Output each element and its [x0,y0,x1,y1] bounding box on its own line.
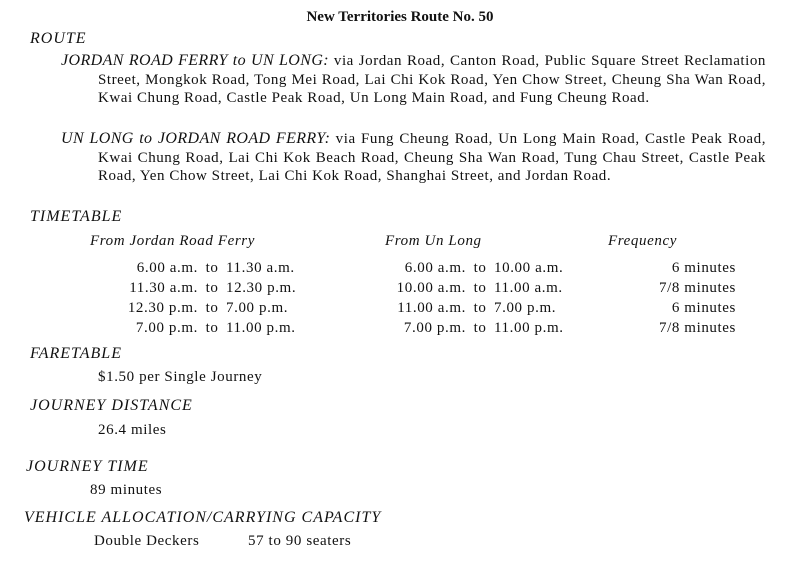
table-cell: 7/8 minutes [658,279,736,296]
table-cell: 11.00 p.m. [494,319,564,336]
route-outbound-text: via Jordan Road, Canton Road, Public Square Street Reclamation Street, Mongkok Road, Tong Mei Road, Lai Chi Kok Road, Yen Chow Street, Cheung Sha Wan Road, Kwai Chung Road, Castle Peak Road, Un Long Main Road, and Fung Cheung Road. [98,53,766,106]
table-cell: to [473,299,487,316]
table-cell: 11.00 p.m. [226,319,296,336]
table-cell: to [205,279,219,296]
table-cell: to [205,299,219,316]
table-cell: 12.30 p.m. [127,299,198,316]
vehicle-heading: VEHICLE ALLOCATION/CARRYING CAPACITY [24,509,382,526]
route-outbound-label: JORDAN ROAD FERRY to UN LONG: [61,52,330,69]
table-cell: 12.30 p.m. [226,279,297,296]
vehicle-capacity: 57 to 90 seaters [248,533,352,549]
table-cell: 11.30 a.m. [226,259,295,276]
table-cell: to [205,259,219,276]
table-cell: 7.00 p.m. [226,299,289,316]
table-cell: 6 minutes [671,299,736,316]
timetable-heading: TIMETABLE [30,208,123,225]
table-row [88,278,736,298]
table-cell: to [473,279,487,296]
table-cell: 6.00 a.m. [136,259,198,276]
table-row [88,258,736,278]
table-cell: 11.00 a.m. [494,279,563,296]
table-cell: 6.00 a.m. [404,259,466,276]
header-from-jordan: From Jordan Road Ferry [90,233,255,249]
vehicle-type: Double Deckers [94,533,200,549]
route-inbound [61,130,766,186]
route-inbound-label: UN LONG to JORDAN ROAD FERRY: [61,130,331,147]
table-row [88,318,736,338]
table-cell: 7/8 minutes [658,319,736,336]
faretable-heading: FARETABLE [30,345,122,362]
time-heading: JOURNEY TIME [26,458,149,475]
table-cell: 10.00 a.m. [396,279,466,296]
document-title: New Territories Route No. 50 [306,9,494,25]
route-outbound [61,52,766,108]
table-cell: 11.00 a.m. [397,299,466,316]
time-value: 89 minutes [90,482,163,498]
table-cell: to [473,259,487,276]
route-inbound-text: via Fung Cheung Road, Un Long Main Road, Castle Peak Road, Kwai Chung Road, Lai Chi Kok Beach Road, Cheung Sha Wan Road, Tung Chau Street, Castle Peak Road, Yen Chow Street, Lai Chi Kok Road, Shanghai Street, and Jordan Road. [98,131,766,184]
faretable-value: $1.50 per Single Journey [98,369,263,385]
table-cell: 6 minutes [671,259,736,276]
table-row [88,298,736,318]
route-heading: ROUTE [30,30,87,47]
table-cell: to [473,319,487,336]
distance-value: 26.4 miles [98,422,167,438]
table-cell: 7.00 p.m. [135,319,198,336]
distance-heading: JOURNEY DISTANCE [30,397,193,414]
table-cell: 7.00 p.m. [494,299,557,316]
header-from-unlong: From Un Long [385,233,482,249]
table-cell: 7.00 p.m. [403,319,466,336]
header-frequency: Frequency [608,233,677,249]
table-cell: to [205,319,219,336]
table-cell: 11.30 a.m. [129,279,198,296]
table-cell: 10.00 a.m. [494,259,564,276]
timetable-table [88,258,736,338]
